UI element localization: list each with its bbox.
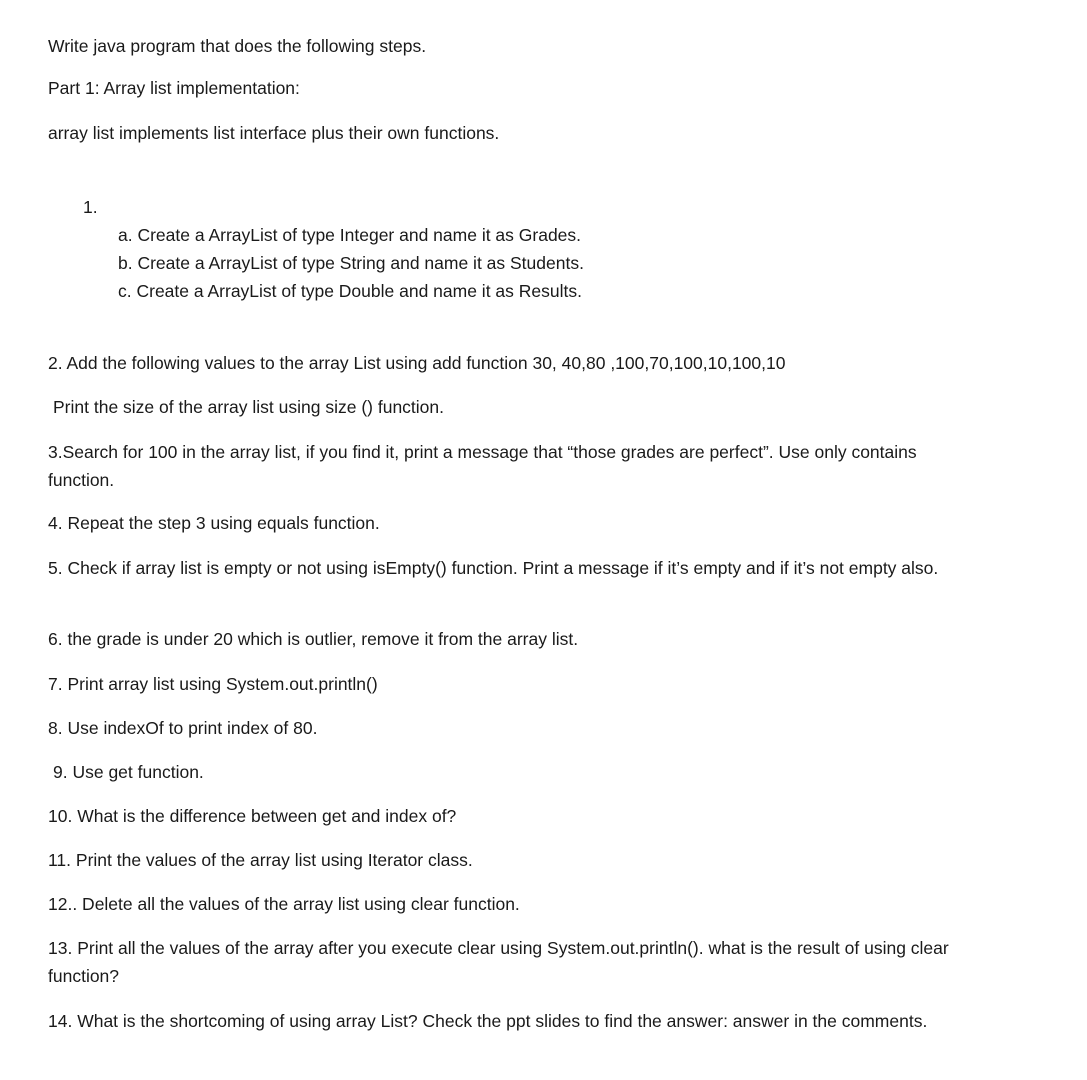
step-10: 10. What is the difference between get and index of?: [48, 806, 457, 826]
step-13: 13. Print all the values of the array after you execute clear using System.out.println(). what is the result of using clear function?: [48, 938, 949, 986]
step-1-number: 1.: [83, 197, 98, 217]
step-7: 7. Print array list using System.out.println(): [48, 674, 378, 694]
step-14: 14. What is the shortcoming of using array List? Check the ppt slides to find the answer: answer in the comments.: [48, 1011, 928, 1031]
step-1c: c. Create a ArrayList of type Double and name it as Results.: [118, 281, 582, 301]
document-heading: Write java program that does the following steps.: [48, 36, 427, 56]
step-2: 2. Add the following values to the array List using add function 30, 40,80 ,100,70,100,10,100,10: [48, 353, 786, 373]
step-12: 12.. Delete all the values of the array list using clear function.: [48, 894, 520, 914]
step-4: 4. Repeat the step 3 using equals function.: [48, 513, 380, 533]
step-6: 6. the grade is under 20 which is outlier, remove it from the array list.: [48, 629, 579, 649]
step-1b: b. Create a ArrayList of type String and name it as Students.: [118, 253, 584, 273]
step-9: 9. Use get function.: [53, 762, 204, 782]
intro-text: array list implements list interface plus their own functions.: [48, 123, 500, 143]
step-3: 3.Search for 100 in the array list, if you find it, print a message that “those grades are perfect”. Use only contains function.: [48, 442, 917, 490]
step-8: 8. Use indexOf to print index of 80.: [48, 718, 318, 738]
step-1a: a. Create a ArrayList of type Integer and name it as Grades.: [118, 225, 582, 245]
step-11: 11. Print the values of the array list using Iterator class.: [48, 850, 473, 870]
step-2-note: Print the size of the array list using size () function.: [53, 397, 444, 417]
step-5: 5. Check if array list is empty or not using isEmpty() function. Print a message if it’s empty and if it’s not empty also.: [48, 558, 939, 578]
part-title: Part 1: Array list implementation:: [48, 78, 300, 98]
